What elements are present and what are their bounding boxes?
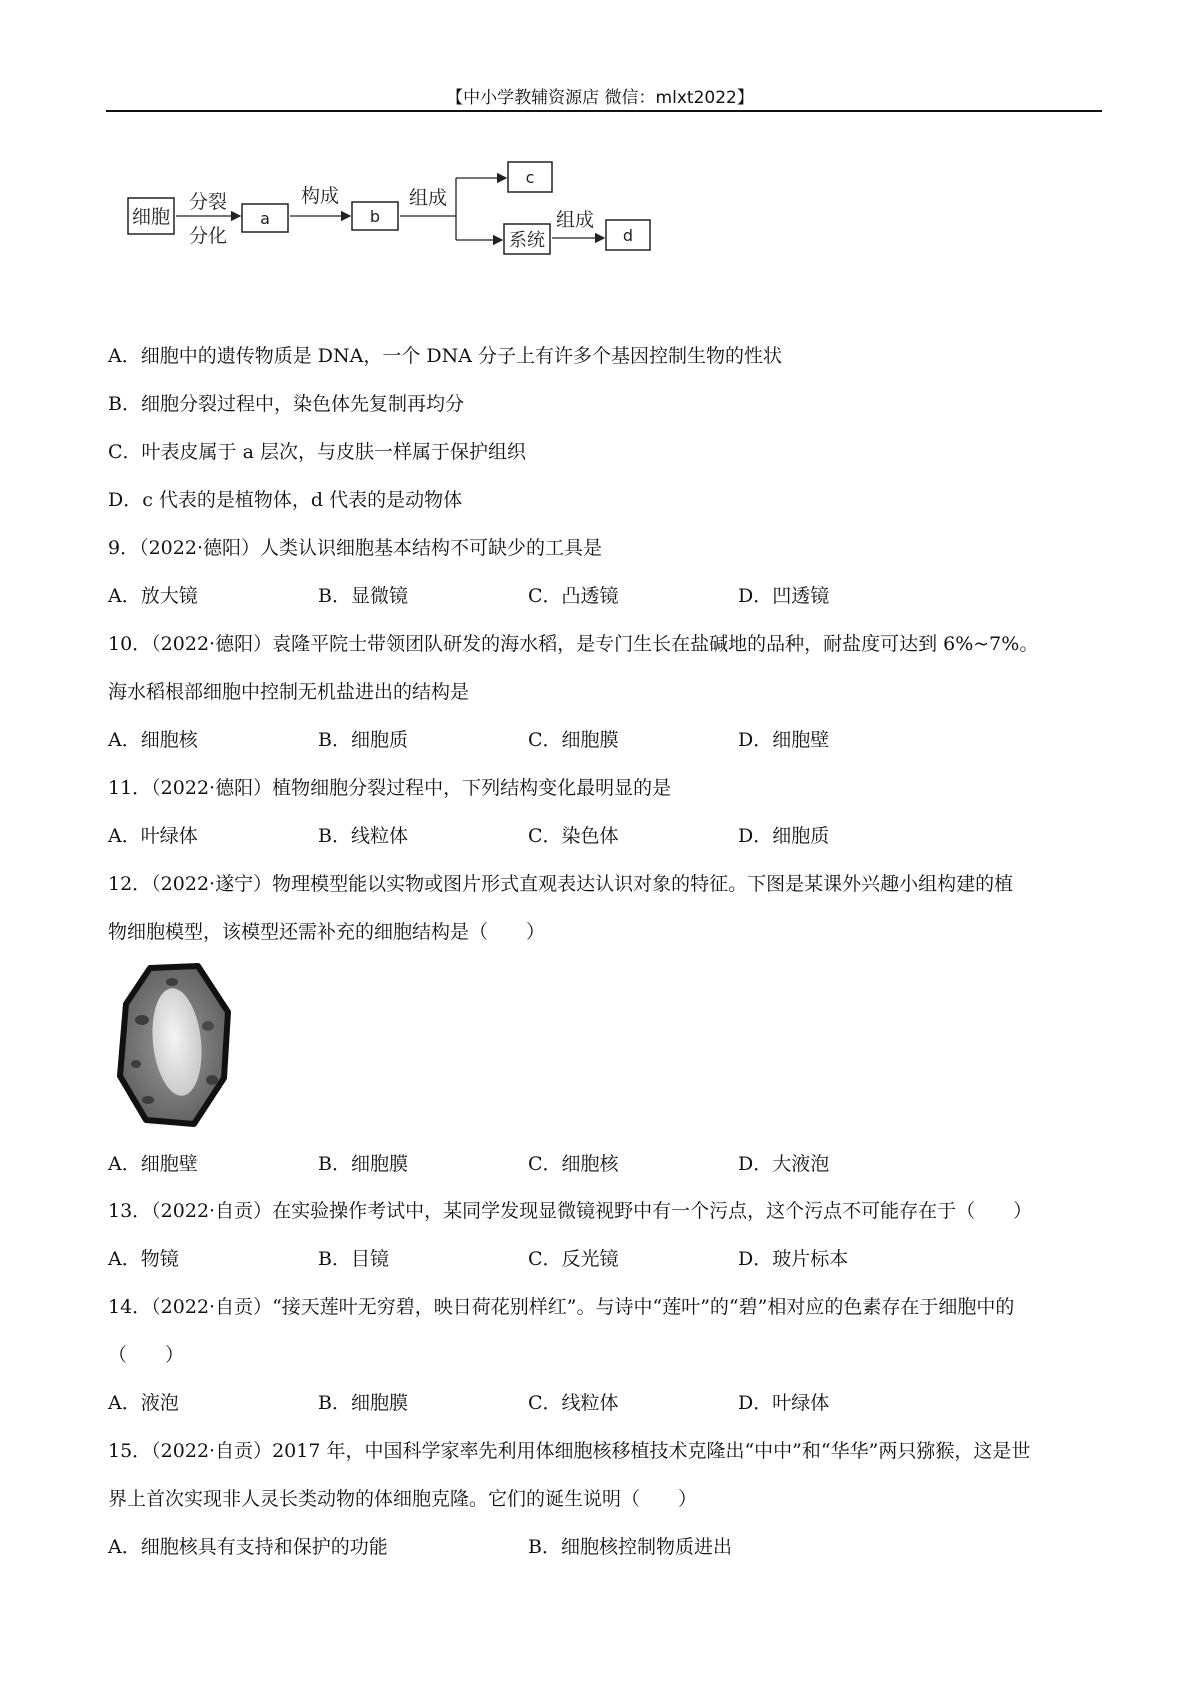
q10-option-d: D．细胞壁 — [738, 729, 830, 751]
arrow-compose-label: 组成 — [408, 187, 448, 209]
q15-options — [108, 1533, 1108, 1561]
q14-stem-line2: （ ） — [108, 1344, 185, 1366]
q12-options — [108, 1150, 1108, 1178]
q15-stem-line2: 界上首次实现非人灵长类动物的体细胞克隆。它们的诞生说明（ ） — [108, 1488, 698, 1510]
q9-option-d: D．凹透镜 — [738, 585, 830, 607]
q12-option-a: A．细胞壁 — [108, 1153, 198, 1175]
q14-option-d: D．叶绿体 — [738, 1392, 830, 1414]
q15-option-b: B．细胞核控制物质进出 — [528, 1536, 732, 1558]
cell-hierarchy-diagram — [120, 160, 680, 270]
q14-option-c: C．线粒体 — [528, 1392, 619, 1414]
q8-option-c: C．叶表皮属于 a 层次，与皮肤一样属于保护组织 — [108, 441, 526, 463]
q12-option-d: D．大液泡 — [738, 1153, 830, 1175]
q12-stem-line2: 物细胞模型，该模型还需补充的细胞结构是（ ） — [108, 921, 546, 943]
chloroplast-dot-3 — [206, 1075, 218, 1085]
q9-option-c: C．凸透镜 — [528, 585, 619, 607]
header-rule — [106, 110, 1102, 112]
arrow-form-label: 构成 — [300, 185, 340, 207]
node-c-label: c — [525, 168, 535, 187]
q12-stem-line1: 12．（2022·遂宁）物理模型能以实物或图片形式直观表达认识对象的特征。下图是某课外兴趣小组构建的植 — [108, 873, 1014, 895]
page-header: 【中小学教辅资源店 微信：mlxt2022】 — [446, 88, 754, 108]
q11-options — [108, 822, 1108, 850]
q10-options — [108, 726, 1108, 754]
chloroplast-dot-4 — [166, 978, 178, 986]
q14-option-b: B．细胞膜 — [318, 1392, 408, 1414]
q11-stem: 11．（2022·德阳）植物细胞分裂过程中，下列结构变化最明显的是 — [108, 777, 672, 799]
q11-option-a: A．叶绿体 — [108, 825, 198, 847]
q11-option-c: C．染色体 — [528, 825, 619, 847]
q12-option-b: B．细胞膜 — [318, 1153, 408, 1175]
q9-option-a: A．放大镜 — [108, 585, 198, 607]
cell-label: 细胞 — [131, 206, 171, 228]
node-d-label: d — [622, 226, 634, 245]
q10-option-a: A．细胞核 — [108, 729, 198, 751]
q14-stem-line1: 14．（2022·自贡）“接天莲叶无穷碧，映日荷花别样红”。与诗中“莲叶”的“碧”相对应的色素存在于细胞中的 — [108, 1296, 1015, 1318]
arrow-system-label: 组成 — [555, 209, 595, 231]
q13-option-c: C．反光镜 — [528, 1248, 619, 1270]
q10-stem-line1: 10．（2022·德阳）袁隆平院士带领团队研发的海水稻，是专门生长在盐碱地的品种，耐盐度可达到 6%~7%。 — [108, 633, 1039, 655]
chloroplast-dot-5 — [131, 1060, 141, 1068]
q8-option-b: B．细胞分裂过程中，染色体先复制再均分 — [108, 393, 464, 415]
q9-options — [108, 582, 1108, 610]
q14-option-a: A．液泡 — [108, 1392, 179, 1414]
system-label: 系统 — [509, 230, 545, 251]
q8-option-d: D．c 代表的是植物体，d 代表的是动物体 — [108, 489, 463, 511]
q13-option-a: A．物镜 — [108, 1248, 179, 1270]
q9-stem: 9．（2022·德阳）人类认识细胞基本结构不可缺少的工具是 — [108, 537, 602, 559]
q10-stem-line2: 海水稻根部细胞中控制无机盐进出的结构是 — [108, 681, 470, 703]
q11-option-d: D．细胞质 — [738, 825, 830, 847]
q12-option-c: C．细胞核 — [528, 1153, 619, 1175]
arrow-divide-label: 分裂 — [188, 191, 228, 213]
q11-option-b: B．线粒体 — [318, 825, 408, 847]
q13-options — [108, 1245, 1108, 1273]
q15-option-a: A．细胞核具有支持和保护的功能 — [108, 1536, 388, 1558]
q10-option-c: C．细胞膜 — [528, 729, 619, 751]
nucleus-dot — [202, 1021, 214, 1031]
node-a-label: a — [260, 209, 270, 228]
q10-option-b: B．细胞质 — [318, 729, 408, 751]
chloroplast-dot-1 — [135, 1015, 149, 1025]
q13-stem: 13．（2022·自贡）在实验操作考试中，某同学发现显微镜视野中有一个污点，这个污点不可能存在于（ ） — [108, 1200, 1033, 1222]
q13-option-d: D．玻片标本 — [738, 1248, 849, 1270]
arrow-differentiate-label: 分化 — [188, 225, 228, 247]
plant-cell-model-image — [112, 960, 244, 1130]
node-b-label: b — [369, 207, 381, 226]
q13-option-b: B．目镜 — [318, 1248, 389, 1270]
chloroplast-dot-2 — [142, 1096, 154, 1104]
q8-option-a: A．细胞中的遗传物质是 DNA，一个 DNA 分子上有许多个基因控制生物的性状 — [108, 345, 783, 367]
q15-stem-line1: 15．（2022·自贡）2017 年，中国科学家率先利用体细胞核移植技术克隆出“中中”和“华华”两只猕猴，这是世 — [108, 1440, 1031, 1462]
q14-options — [108, 1389, 1108, 1417]
q9-option-b: B．显微镜 — [318, 585, 408, 607]
